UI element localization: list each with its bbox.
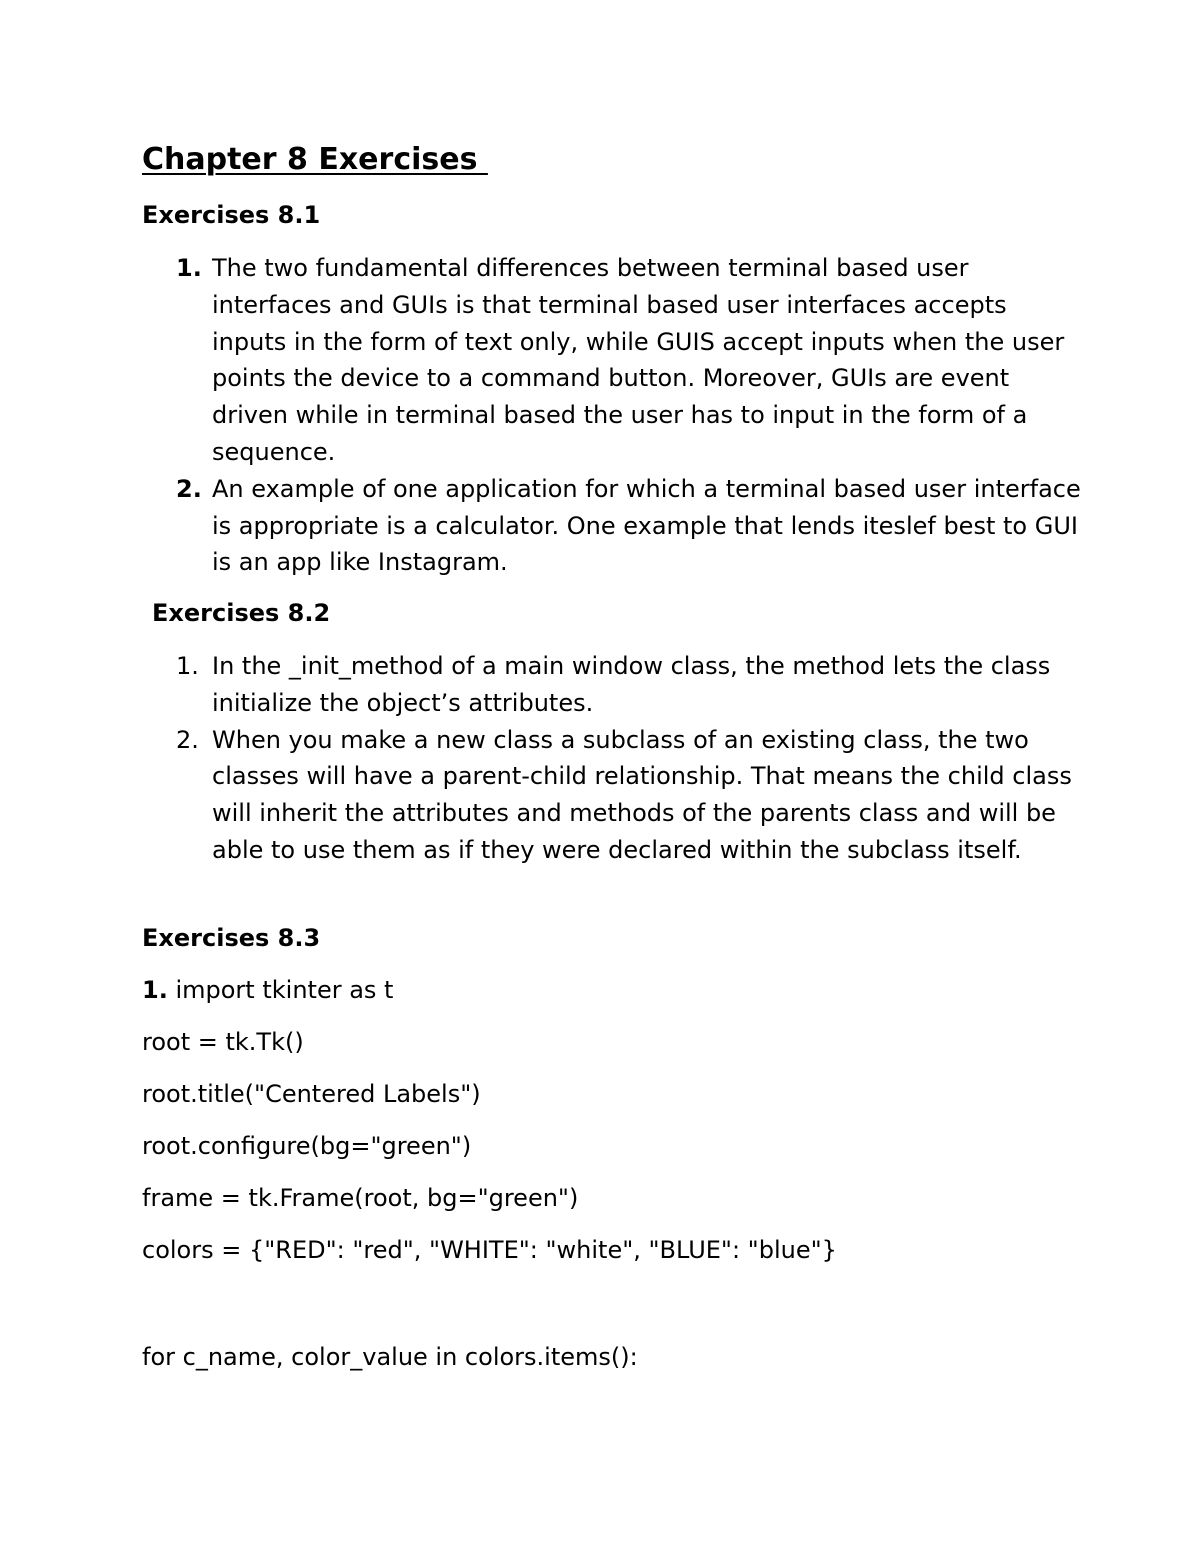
list-item-text: The two fundamental differences between terminal based user interfaces and GUIs is that terminal based user interfaces accepts inputs in the form of text only, while GUIS accept inputs when the user points the device to a command button. Moreover, GUIs are event driven while in terminal based the user has to input in the form of a sequence.	[212, 254, 1065, 466]
code-item-number: 1.	[142, 976, 168, 1004]
document-title: Chapter 8 Exercises	[142, 142, 488, 177]
code-line: root = tk.Tk()	[142, 1028, 304, 1056]
code-line: root.configure(bg="green")	[142, 1132, 472, 1160]
exercise-list-8-2	[142, 648, 1082, 869]
section-heading-8-1: Exercises 8.1	[142, 201, 321, 229]
list-item	[142, 471, 1082, 581]
code-line: for c_name, color_value in colors.items():	[142, 1343, 638, 1371]
list-item-number: 1.	[176, 254, 202, 282]
code-text: import tkinter as t	[175, 976, 394, 1004]
section-heading-8-3: Exercises 8.3	[142, 924, 321, 952]
list-item	[142, 722, 1082, 869]
exercise-list-8-1	[142, 250, 1082, 581]
list-item-text: In the _init_method of a main window class, the method lets the class initialize the object’s attributes.	[212, 652, 1051, 717]
list-item	[142, 250, 1082, 471]
list-item	[142, 648, 1082, 722]
code-line: root.title("Centered Labels")	[142, 1080, 481, 1108]
section-heading-8-2: Exercises 8.2	[152, 599, 331, 627]
list-item-number: 1.	[176, 652, 199, 680]
list-item-number: 2.	[176, 725, 199, 754]
code-line: colors = {"RED": "red", "WHITE": "white", "BLUE": "blue"}	[142, 1236, 837, 1264]
code-line: frame = tk.Frame(root, bg="green")	[142, 1184, 579, 1212]
list-item-number: 2.	[176, 474, 202, 503]
list-item-text: When you make a new class a subclass of an existing class, the two classes will have a parent-child relationship. That means the child class will inherit the attributes and methods of the parents class and will be able to use them as if they were declared within the subclass itself.	[212, 725, 1072, 864]
list-item-text: An example of one application for which a terminal based user interface is appropriate is a calculator. One example that lends iteslef best to GUI is an app like Instagram.	[212, 474, 1081, 577]
code-line	[142, 974, 393, 1006]
